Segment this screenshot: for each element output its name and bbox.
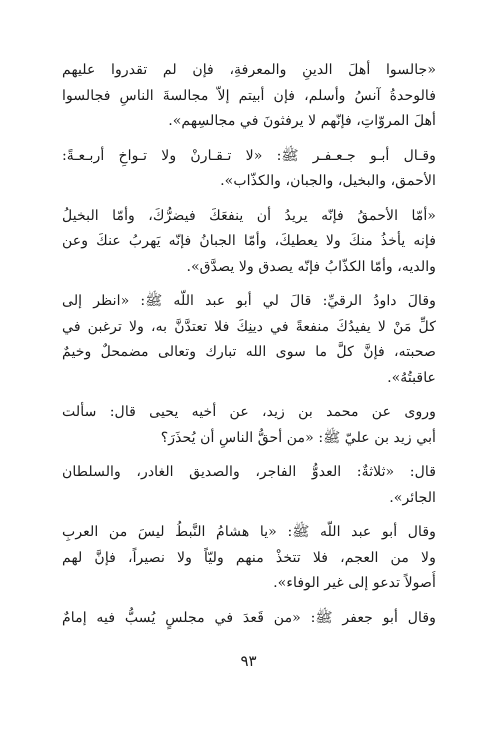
text-line: الجائر». [389,489,436,506]
text-line: أهلَ المروّاتِ، فإنّهم لا يرفثونَ في مجالسِهم». [168,113,436,129]
text-line: الأحمق، والبخيل، والجبان، والكذّاب». [220,173,436,189]
text-line: قال: «ثلاثةٌ: العدوُّ الفاجر، والصديق الغادر، والسلطان [62,464,436,480]
text-line: وقال أبو جعفر ﷺ: «من قَعدَ في مجلسٍ يُسبُّ فيه إمامٌ [62,609,436,626]
text-line: «أمّا الأحمقُ فإنّه يريدُ أن ينفعَكَ فيضرُّكَ، وأمّا البخيلُ [62,207,436,224]
text-line: وقالَ داودُ الرقيِّ: قالَ لي أبو عبد اللّه ﷺ: «انظر إلى [62,293,436,309]
text-line: والديه، وأمّا الكذّابُ فإنّه يصدق ولا يصدَّق». [186,258,436,275]
text-line: صحبته، فإنَّ كلَّ ما سوى الله تبارك وتعالى مضمحلٌ وخيمٌ [62,344,436,360]
paragraph [62,58,436,135]
paragraph [62,520,436,597]
paragraph [62,460,436,511]
page-number: ٩٣ [240,652,257,670]
paragraph [62,204,436,281]
text-line: كلِّ مَنْ لا يفيدُكَ منفعةً في دينِكَ فلا تعتدَّنَّ به، ولا ترغبن في [62,318,436,335]
paragraph [62,400,436,451]
paragraph [62,144,436,195]
page-body [62,58,436,640]
text-line: «جالسوا أهلَ الدينِ والمعرفةِ، فإن لم تقدروا عليهم [62,62,436,78]
text-line: ولا من العجم، فلا تتخذْ منهم وليّاً ولا نصيراً، فإنَّ لهم [62,549,436,566]
paragraph [62,606,436,632]
text-line: فإنه يأخذُ منكَ ولا يعطيكَ، وأمّا الجبانُ فإنّه يَهربُ عنكَ وعن [62,233,436,249]
text-line: وقال أبو عبد اللّه ﷺ: «يا هشامُ النَّبطُ ليسَ من العربِ [62,524,436,540]
text-line: عاقبتُهُ». [387,369,436,386]
text-line: أبي زيد بن عليّ ﷺ: «من أحقُّ الناسِ أن يُحذَرَ؟ [160,429,436,446]
text-line: فالوحدةُ آنسُ وأسلم، فإن أبيتم إلاّ مجالسةَ الناسِ فجالسوا [62,87,436,104]
paragraph [62,289,436,391]
text-line: وروى عن محمد بن زيد، عن أخيه يحيى قال: سألت [62,404,436,420]
text-line: وقـال أبـو جـعـفـر ﷺ: «لا تـقـارنْ ولا تـواخِ أربـعـةً: [62,147,436,164]
text-line: أُصولاً تدعو إلى غير الوفاء». [273,575,436,591]
